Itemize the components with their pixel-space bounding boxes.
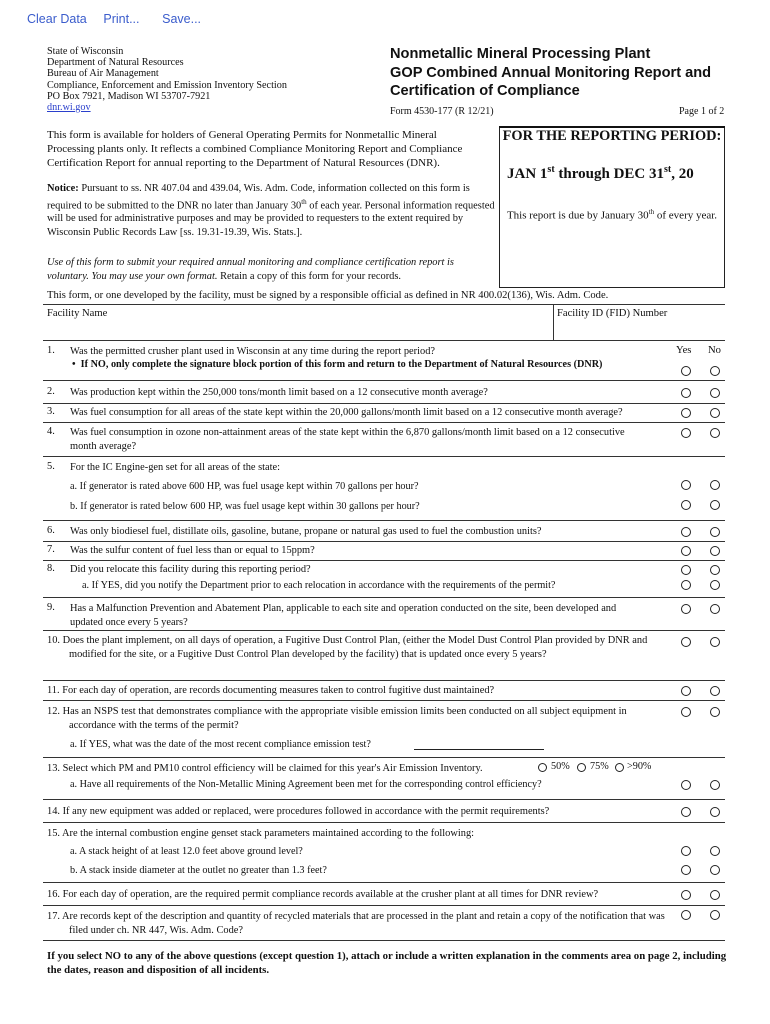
q2-yes-radio[interactable] — [681, 388, 691, 398]
facility-id-input[interactable] — [557, 322, 722, 336]
q10-no-radio[interactable] — [710, 637, 720, 647]
q3-yes-radio[interactable] — [681, 408, 691, 418]
q4-text: Was fuel consumption in ozone non-attainment areas of the state kept within the 6,870 gallons/month limit based on a 12 consecutive month average? — [70, 427, 625, 452]
q16-text: 16. For each day of operation, are the required permit compliance records available at the crusher plant at all times for DNR review? — [47, 889, 599, 900]
facility-name-input[interactable] — [47, 322, 547, 336]
q6-yes-radio[interactable] — [681, 527, 691, 537]
notice-part-1: Pursuant to ss. NR 407.04 and 439.04, Wis. Adm. Code, information collected on this form is required to be submitted to the DNR no later than January 30 — [47, 183, 470, 211]
q5-text: For the IC Engine-gen set for all areas of the state: — [70, 462, 281, 473]
q12-no-radio[interactable] — [710, 707, 720, 717]
q4-yes-radio[interactable] — [681, 428, 691, 438]
q9-yes-radio[interactable] — [681, 604, 691, 614]
q15a-no-radio[interactable] — [710, 846, 720, 856]
q13a-yes-radio[interactable] — [681, 780, 691, 790]
toolbar — [27, 12, 201, 26]
q5b-yes-radio[interactable] — [681, 500, 691, 510]
q7-number: 7. — [47, 544, 55, 555]
q12-text: 12. Has an NSPS test that demonstrates compliance with the appropriate visible emission limits been conducted on all subject equipment in accordance with the terms of the permit? — [47, 706, 627, 731]
title-line-1: Nonmetallic Mineral Processing Plant — [390, 46, 651, 62]
save-button[interactable]: Save... — [162, 12, 202, 26]
q7-text: Was the sulfur content of fuel less than or equal to 15ppm? — [70, 545, 315, 556]
period-st1: st — [547, 164, 555, 175]
q9-number: 9. — [47, 602, 55, 613]
q3-text: Was fuel consumption for all areas of the state kept within the 20,000 gallons/month limit based on a 12 consecutive month average? — [70, 407, 623, 418]
yes-header: Yes — [676, 345, 692, 356]
q8a-no-radio[interactable] — [710, 580, 720, 590]
q14-text: 14. If any new equipment was added or replaced, were procedures followed in accordance with the permit requirements? — [47, 806, 550, 817]
q13-90-radio[interactable] — [615, 763, 624, 772]
signature-note: This form, or one developed by the facility, must be signed by a responsible official as defined in NR 400.02(136), Wis. Adm. Code. — [47, 290, 609, 301]
q13-50-label: 50% — [551, 761, 570, 772]
q5b-no-radio[interactable] — [710, 500, 720, 510]
q1-number: 1. — [47, 345, 55, 356]
due-part-1: This report is due by January 30 — [506, 209, 649, 222]
q2-no-radio[interactable] — [710, 388, 720, 398]
form-title — [390, 45, 711, 101]
reporting-period-heading: FOR THE REPORTING PERIOD: — [502, 128, 722, 144]
q13-50-radio[interactable] — [538, 763, 547, 772]
usage-note — [47, 256, 495, 283]
q15b-yes-radio[interactable] — [681, 865, 691, 875]
usage-normal: Retain a copy of this form for your records. — [217, 270, 402, 282]
q10-yes-radio[interactable] — [681, 637, 691, 647]
q14-no-radio[interactable] — [710, 807, 720, 817]
q1-yes-radio[interactable] — [681, 366, 691, 376]
q7-yes-radio[interactable] — [681, 546, 691, 556]
q13-75-radio[interactable] — [577, 763, 586, 772]
q6-text: Was only biodiesel fuel, distillate oils, gasoline, butane, propane or natural gas used to fuel the combustion units? — [70, 526, 542, 537]
q9-no-radio[interactable] — [710, 604, 720, 614]
due-note — [503, 205, 721, 223]
facility-name-label: Facility Name — [47, 308, 108, 319]
print-button[interactable]: Print... — [103, 12, 140, 26]
q5a-text: a. If generator is rated above 600 HP, was fuel usage kept within 70 gallons per hour? — [70, 481, 419, 492]
q8-yes-radio[interactable] — [681, 565, 691, 575]
usage-italic: Use of this form to submit your required annual monitoring and compliance certification report is voluntary. You may use your own format. — [47, 257, 454, 282]
intro-text: This form is available for holders of General Operating Permits for Nonmetallic Mineral Processing plants only. It reflects a combined Compliance Monitoring Report and Compliance Certification Report for annual reporting to the Department of Natural Resources (DNR). — [47, 129, 463, 169]
reporting-period-dates — [507, 164, 694, 183]
q1-instruction: • If NO, only complete the signature block portion of this form and return to the Department of Natural Resources (DNR) — [72, 359, 603, 370]
period-jan: JAN 1 — [507, 166, 548, 182]
no-header: No — [708, 345, 721, 356]
q13-90-label: >90% — [627, 761, 652, 772]
q7-no-radio[interactable] — [710, 546, 720, 556]
period-through: through DEC 31 — [554, 166, 664, 182]
q6-no-radio[interactable] — [710, 527, 720, 537]
q14-yes-radio[interactable] — [681, 807, 691, 817]
q15b-no-radio[interactable] — [710, 865, 720, 875]
q5a-no-radio[interactable] — [710, 480, 720, 490]
q1-text: Was the permitted crusher plant used in Wisconsin at any time during the report period? — [70, 346, 436, 357]
due-part-2: of every year. — [654, 209, 718, 222]
facility-id-label: Facility ID (FID) Number — [557, 308, 668, 319]
q16-no-radio[interactable] — [710, 890, 720, 900]
q4-number: 4. — [47, 426, 55, 437]
notice-label: Notice: — [47, 183, 79, 194]
q8-number: 8. — [47, 563, 55, 574]
q3-no-radio[interactable] — [710, 408, 720, 418]
agency-address: PO Box 7921, Madison WI 53707-7921 — [47, 90, 211, 102]
q13a-text: a. Have all requirements of the Non-Metallic Mining Agreement been met for the corresponding control efficiency? — [70, 779, 542, 790]
q12a-date-input[interactable] — [414, 749, 544, 750]
q2-text: Was production kept within the 250,000 tons/month limit based on a 12 consecutive month average? — [70, 387, 488, 398]
notice-part-2: of each year. Personal information requested will be used for administrative purposes and may be provided to requesters to the extent required by Wisconsin Public Records Law [ss. 19.31-19.39, Wis. Stats.]. — [47, 199, 495, 238]
q11-text: 11. For each day of operation, are records documenting measures taken to control fugitive dust maintained? — [47, 685, 495, 696]
q8-no-radio[interactable] — [710, 565, 720, 575]
q5b-text: b. If generator is rated below 600 HP, was fuel usage kept within 30 gallons per hour? — [70, 501, 420, 512]
form-number: Form 4530-177 (R 12/21) — [390, 106, 494, 117]
due-sup: th — [648, 208, 655, 216]
q15b-text: b. A stack inside diameter at the outlet no greater than 1.3 feet? — [70, 865, 327, 876]
q17-no-radio[interactable] — [710, 910, 720, 920]
clear-data-button[interactable]: Clear Data — [27, 12, 87, 26]
q15-text: 15. Are the internal combustion engine genset stack parameters maintained according to the following: — [47, 828, 475, 839]
q8a-yes-radio[interactable] — [681, 580, 691, 590]
title-line-3: Certification of Compliance — [390, 83, 580, 99]
notice-sup: th — [301, 197, 307, 206]
q8a-text: a. If YES, did you notify the Department prior to each relocation in accordance with the requirements of the permit? — [82, 580, 556, 591]
q5-number: 5. — [47, 461, 55, 472]
q9-text: Has a Malfunction Prevention and Abatement Plan, applicable to each site and operation conducted on the site, been developed and updated once every 5 years? — [70, 603, 617, 628]
agency-state: State of Wisconsin — [47, 46, 124, 57]
q10-text: 10. Does the plant implement, on all days of operation, a Fugitive Dust Control Plan, (either the Model Dust Control Plan provided by DNR and modified for the site, or a Fugitive Dust Control Plan developed by the facility) that is updated once every 5 years? — [47, 635, 648, 660]
q5a-yes-radio[interactable] — [681, 480, 691, 490]
q16-yes-radio[interactable] — [681, 890, 691, 900]
q6-number: 6. — [47, 525, 55, 536]
agency-bureau: Bureau of Air Management — [47, 68, 159, 80]
q15a-yes-radio[interactable] — [681, 846, 691, 856]
agency-block — [47, 46, 287, 113]
q3-number: 3. — [47, 406, 55, 417]
q13a-no-radio[interactable] — [710, 780, 720, 790]
q17-yes-radio[interactable] — [681, 910, 691, 920]
period-st2: st — [664, 164, 672, 175]
q4-no-radio[interactable] — [710, 428, 720, 438]
q1-no-radio[interactable] — [710, 366, 720, 376]
q12a-text: a. If YES, what was the date of the most recent compliance emission test? — [70, 739, 371, 750]
agency-department: Department of Natural Resources — [47, 57, 184, 69]
period-year[interactable]: , 20 — [671, 166, 694, 182]
q11-no-radio[interactable] — [710, 686, 720, 696]
q12-yes-radio[interactable] — [681, 707, 691, 717]
q11-yes-radio[interactable] — [681, 686, 691, 696]
q13-75-label: 75% — [590, 761, 609, 772]
q2-number: 2. — [47, 386, 55, 397]
website-link[interactable]: dnr.wi.gov — [47, 102, 91, 114]
title-line-2: GOP Combined Annual Monitoring Report and — [390, 64, 712, 81]
page-number: Page 1 of 2 — [679, 106, 725, 117]
footer-note: If you select NO to any of the above questions (except question 1), attach or include a written explanation in the comments area on page 2, including the dates, reason and disposition of all incidents. — [47, 950, 727, 976]
q15a-text: a. A stack height of at least 12.0 feet above ground level? — [70, 846, 303, 857]
q8-text: Did you relocate this facility during this reporting period? — [70, 564, 311, 575]
q17-text: 17. Are records kept of the description and quantity of recycled materials that are processed in the plant and retain a copy of the notification that was filed under ch. NR 447, Wis. Adm. Code? — [47, 911, 665, 936]
q13-text: 13. Select which PM and PM10 control efficiency will be claimed for this year's Air Emission Inventory. — [47, 763, 483, 774]
agency-section: Compliance, Enforcement and Emission Inventory Section — [47, 79, 287, 91]
q1-instruction-text: If NO, only complete the signature block portion of this form and return to the Department of Natural Resources (DNR) — [80, 359, 603, 370]
notice-text — [47, 182, 495, 239]
